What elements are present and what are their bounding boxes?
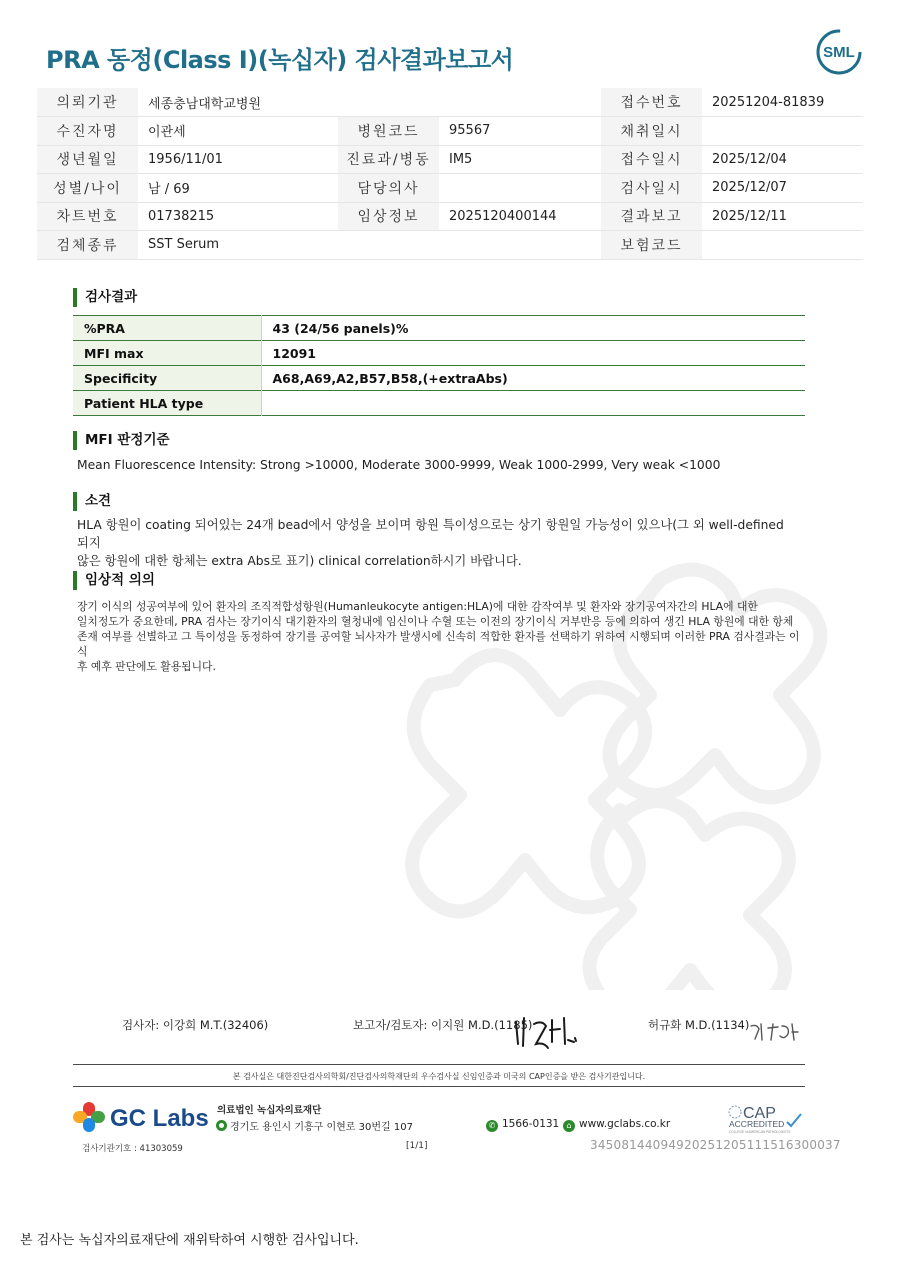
organization-address xyxy=(216,1118,413,1133)
info-label: 진료과/병동 xyxy=(338,145,439,174)
result-row xyxy=(73,391,805,416)
mfi-heading: MFI 판정기준 xyxy=(73,431,170,450)
page-number: [1/1] xyxy=(406,1141,428,1151)
clinical-heading: 임상적 의의 xyxy=(73,571,155,590)
info-value: 2025/12/04 xyxy=(702,145,863,174)
info-label: 결과보고 xyxy=(601,202,702,231)
opinion-text xyxy=(77,516,797,570)
location-pin-icon xyxy=(216,1120,227,1131)
clinical-line: 일치정도가 중요한데, PRA 검사는 장기이식 대기환자의 혈청내에 임신이나 수혈 또는 이전의 장기이식 거부반응 등에 의하여 생긴 HLA 항원에 대한 항체 xyxy=(77,615,794,628)
website-contact xyxy=(563,1118,670,1132)
address-text: 경기도 용인시 기흥구 이현로 30번길 107 xyxy=(230,1122,413,1133)
info-value: 2025120400144 xyxy=(439,202,601,231)
clinical-text xyxy=(77,599,807,674)
reviewer-handwritten-signature xyxy=(512,1010,580,1050)
info-row xyxy=(37,174,863,203)
patient-info-table xyxy=(37,88,863,260)
phone-icon: ✆ xyxy=(486,1120,498,1132)
report-title: PRA 동정(Class I)(녹십자) 검사결과보고서 xyxy=(46,46,514,74)
sml-logo-text: SML xyxy=(823,44,855,61)
info-value: 2025/12/07 xyxy=(702,174,863,203)
result-label: Specificity xyxy=(73,366,261,391)
info-label: 의뢰기관 xyxy=(37,88,138,117)
info-empty xyxy=(338,231,439,260)
info-empty xyxy=(338,88,439,117)
info-value: IM5 xyxy=(439,145,601,174)
result-label: %PRA xyxy=(73,316,261,341)
outsourcing-note: 본 검사는 녹십자의료재단에 재위탁하여 시행한 검사입니다. xyxy=(20,1233,359,1248)
gc-labs-logo xyxy=(73,1100,213,1134)
results-table xyxy=(73,315,805,416)
info-row xyxy=(37,202,863,231)
info-row xyxy=(37,231,863,260)
result-value: A68,A69,A2,B57,B58,(+extraAbs) xyxy=(272,370,508,386)
clinical-line: 장기 이식의 성공여부에 있어 환자의 조직적합성항원(Humanleukocyte antigen:HLA)에 대한 감작여부 및 환자와 장기공여자간의 HLA에 대한 xyxy=(77,600,758,613)
info-label: 성별/나이 xyxy=(37,174,138,203)
info-label: 병원코드 xyxy=(338,117,439,146)
certification-note: 본 검사실은 대한진단검사의학회/진단검사의학재단의 우수검사실 신임인증과 미국의 CAP인증을 받은 검사기관입니다. xyxy=(232,1072,646,1081)
gc-labs-wordmark: GC Labs xyxy=(110,1105,209,1132)
footer-divider-top xyxy=(73,1064,805,1065)
phone-contact xyxy=(486,1118,559,1132)
mfi-criteria-text: Mean Fluorescence Intensity: Strong >10000, Moderate 3000-9999, Weak 1000-2999, Very weak <1000 xyxy=(77,458,721,472)
info-label: 검체종류 xyxy=(37,231,138,260)
tester-signature-label: 검사자: 이강희 M.T.(32406) xyxy=(122,1018,269,1032)
info-value: 2025/12/11 xyxy=(702,202,863,231)
info-label: 검사일시 xyxy=(601,174,702,203)
clinical-line: 존재 여부를 선별하고 그 특이성을 동정하여 장기를 공여할 뇌사자가 발생시에 신속히 적합한 환자를 선택하기 위하여 시행되며 이러한 PRA 검사결과는 이식 xyxy=(77,630,800,658)
info-value: 세종충남대학교병원 xyxy=(138,88,338,117)
info-value: 이관세 xyxy=(138,117,338,146)
phone-number: 1566-0131 xyxy=(502,1118,560,1130)
result-row xyxy=(73,316,805,341)
result-label: Patient HLA type xyxy=(73,391,261,416)
cap-small-text: COLLEGE of AMERICAN PATHOLOGISTS xyxy=(729,1130,791,1134)
info-label: 담당의사 xyxy=(338,174,439,203)
info-value: 1956/11/01 xyxy=(138,145,338,174)
info-value: 01738215 xyxy=(138,202,338,231)
info-value: 95567 xyxy=(439,117,601,146)
info-value xyxy=(702,117,863,146)
info-label: 접수일시 xyxy=(601,145,702,174)
opinion-heading: 소견 xyxy=(73,492,111,511)
info-label: 채취일시 xyxy=(601,117,702,146)
info-label: 차트번호 xyxy=(37,202,138,231)
info-label: 생년월일 xyxy=(37,145,138,174)
info-value: SST Serum xyxy=(138,231,338,260)
institution-code: 검사기관기호 : 41303059 xyxy=(82,1144,183,1154)
opinion-line: HLA 항원이 coating 되어있는 24개 bead에서 양성을 보이며 항원 특이성으로는 상기 항원일 가능성이 있으나(그 외 well-defined 되지 xyxy=(77,518,784,550)
home-icon: ⌂ xyxy=(563,1120,575,1132)
result-value: 43 (24/56 panels)% xyxy=(272,320,409,336)
organization-name: 의료법인 녹십자의료재단 xyxy=(217,1105,322,1116)
clinical-line: 후 예후 판단에도 활용됩니다. xyxy=(77,660,216,673)
reviewer2-handwritten-signature xyxy=(748,1018,800,1044)
cap-logo-text: CAP xyxy=(743,1105,776,1122)
info-value: 20251204-81839 xyxy=(702,88,863,117)
info-label: 임상정보 xyxy=(338,202,439,231)
info-value xyxy=(702,231,863,260)
result-row xyxy=(73,366,805,391)
cap-accredited-text: ACCREDITED xyxy=(729,1119,785,1129)
result-row xyxy=(73,341,805,366)
footer-divider-bottom xyxy=(73,1086,805,1087)
reviewer2-signature-label: 허규화 M.D.(1134) xyxy=(648,1018,750,1032)
info-value xyxy=(439,174,601,203)
result-value xyxy=(261,391,805,416)
info-label: 보험코드 xyxy=(601,231,702,260)
sml-logo xyxy=(815,28,863,76)
website-link[interactable]: www.gclabs.co.kr xyxy=(579,1118,671,1130)
info-row xyxy=(37,88,863,117)
result-value: 12091 xyxy=(272,345,316,361)
info-empty xyxy=(439,231,601,260)
result-label: MFI max xyxy=(73,341,261,366)
results-heading: 검사결과 xyxy=(73,288,137,307)
info-label: 수진자명 xyxy=(37,117,138,146)
info-empty xyxy=(439,88,601,117)
info-value: 남 / 69 xyxy=(138,174,338,203)
gc-cross-icon xyxy=(73,1102,105,1132)
info-row xyxy=(37,145,863,174)
info-label: 접수번호 xyxy=(601,88,702,117)
reviewer-signature-label: 보고자/검토자: 이지원 M.D.(1185) xyxy=(353,1018,533,1032)
barcode-number: 34508144094920251205111516300037 xyxy=(590,1138,841,1152)
cap-accredited-logo xyxy=(727,1102,805,1134)
opinion-line: 않은 항원에 대한 항체는 extra Abs로 표기) clinical correlation하시기 바랍니다. xyxy=(77,554,522,568)
info-row xyxy=(37,117,863,146)
